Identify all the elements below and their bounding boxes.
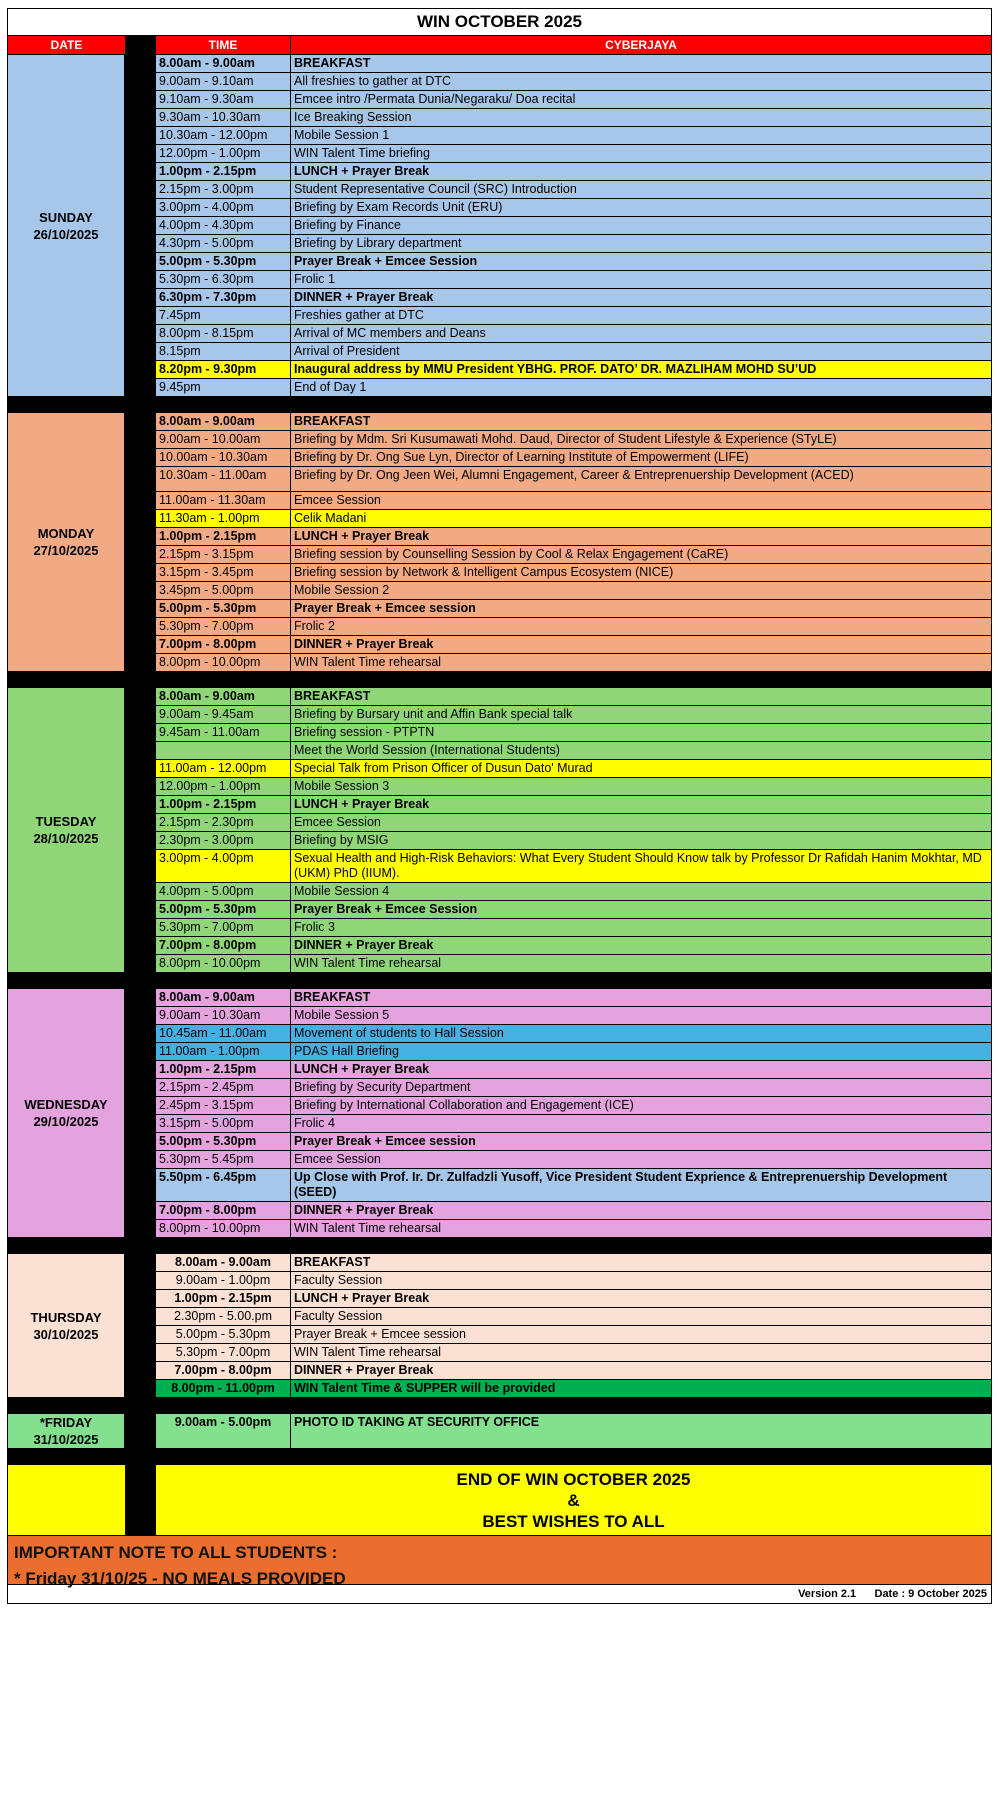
schedule-row [155, 814, 991, 832]
header-row [8, 36, 991, 55]
schedule-row [155, 1380, 991, 1397]
schedule-row [155, 1272, 991, 1290]
row-activity: Mobile Session 3 [294, 779, 390, 793]
row-time: 7.00pm - 8.00pm [155, 937, 291, 954]
row-activity: Freshies gather at DTC [294, 308, 424, 322]
schedule-row [155, 1220, 991, 1237]
row-activity: Emcee Session [294, 493, 381, 507]
day-blocks [8, 55, 991, 1465]
day-gap [125, 1414, 155, 1448]
end-line-2: & [567, 1491, 580, 1510]
row-activity: Briefing by MSIG [294, 833, 389, 847]
day-gap [125, 688, 155, 972]
schedule-row [155, 919, 991, 937]
version-date: Date : 9 October 2025 [874, 1588, 987, 1600]
important-note [8, 1535, 991, 1588]
header-venue: CYBERJAYA [605, 38, 677, 52]
row-time: 8.00pm - 10.00pm [155, 654, 291, 671]
schedule-row [155, 325, 991, 343]
schedule-row [155, 1097, 991, 1115]
schedule-row [155, 832, 991, 850]
row-activity: PHOTO ID TAKING AT SECURITY OFFICE [294, 1415, 540, 1429]
row-activity: Up Close with Prof. Ir. Dr. Zulfadzli Yusoff, Vice President Student Exprience & Entreprenuership Development (SEED) [294, 1170, 948, 1199]
header-time: TIME [155, 36, 291, 54]
row-time: 7.00pm - 8.00pm [155, 636, 291, 653]
schedule-row [155, 109, 991, 127]
row-activity: Briefing by Mdm. Sri Kusumawati Mohd. Daud, Director of Student Lifestyle & Experience (STyLE) [294, 432, 837, 446]
row-time: 1.00pm - 2.15pm [155, 796, 291, 813]
row-activity: Faculty Session [294, 1309, 383, 1323]
row-activity: Frolic 1 [294, 272, 335, 286]
row-time: 9.00am - 10.00am [155, 431, 291, 448]
row-time: 9.00am - 5.00pm [155, 1414, 291, 1448]
day-gap [125, 1254, 155, 1397]
day-separator [8, 671, 991, 688]
schedule-title: WIN OCTOBER 2025 [8, 9, 991, 36]
row-time: 5.00pm - 5.30pm [155, 253, 291, 270]
schedule-row [155, 778, 991, 796]
row-time: 8.00am - 9.00am [155, 1254, 291, 1271]
day-date: 26/10/2025 [33, 226, 99, 242]
row-activity: Briefing session by Counselling Session by Cool & Relax Engagement (CaRE) [294, 547, 729, 561]
row-time: 9.00am - 9.10am [155, 73, 291, 90]
schedule-row [155, 1079, 991, 1097]
row-time: 10.30am - 11.00am [155, 467, 291, 491]
schedule-row [155, 724, 991, 742]
row-time: 3.45pm - 5.00pm [155, 582, 291, 599]
schedule-row [155, 796, 991, 814]
row-activity: Frolic 3 [294, 920, 335, 934]
day-name: MONDAY [37, 526, 95, 541]
schedule-row [155, 343, 991, 361]
row-activity: WIN Talent Time rehearsal [294, 655, 442, 669]
schedule-row [155, 73, 991, 91]
schedule-row [155, 1043, 991, 1061]
row-activity: Prayer Break + Emcee session [294, 1327, 466, 1341]
row-time: 10.00am - 10.30am [155, 449, 291, 466]
schedule-row [155, 449, 991, 467]
schedule-row [155, 582, 991, 600]
schedule-row [155, 742, 991, 760]
day-name: WEDNESDAY [24, 1097, 108, 1112]
schedule-row [155, 1362, 991, 1380]
schedule-row [155, 361, 991, 379]
row-time: 8.00pm - 11.00pm [155, 1380, 291, 1397]
schedule-row [155, 1414, 991, 1448]
row-activity: DINNER + Prayer Break [294, 637, 434, 651]
row-time: 8.00am - 9.00am [155, 989, 291, 1006]
row-time: 9.30am - 10.30am [155, 109, 291, 126]
day-date: 28/10/2025 [33, 831, 99, 846]
schedule-row [155, 618, 991, 636]
row-activity: Student Representative Council (SRC) Introduction [294, 182, 577, 196]
schedule-row [155, 271, 991, 289]
schedule-row [155, 163, 991, 181]
row-activity: BREAKFAST [294, 56, 371, 70]
day-name: TUESDAY [35, 814, 97, 829]
schedule-row [155, 127, 991, 145]
day-separator [8, 1397, 991, 1414]
schedule-row [155, 901, 991, 919]
row-activity: Emcee Session [294, 1152, 381, 1166]
row-time: 2.15pm - 2.45pm [155, 1079, 291, 1096]
day-rows [155, 688, 991, 972]
row-time: 9.00am - 9.45am [155, 706, 291, 723]
row-time: 5.50pm - 6.45pm [155, 1169, 291, 1201]
row-activity: Inaugural address by MMU President YBHG. PROF. DATO’ DR. MAZLIHAM MOHD SU’UD [294, 362, 817, 376]
row-activity: Celik Madani [294, 511, 367, 525]
schedule-row [155, 528, 991, 546]
row-time: 3.15pm - 5.00pm [155, 1115, 291, 1132]
row-time: 8.00pm - 10.00pm [155, 1220, 291, 1237]
row-activity: LUNCH + Prayer Break [294, 797, 430, 811]
row-activity: Briefing by Library department [294, 236, 462, 250]
row-time: 9.00am - 1.00pm [155, 1272, 291, 1289]
row-time: 9.00am - 10.30am [155, 1007, 291, 1024]
schedule-row [155, 1290, 991, 1308]
schedule-row [155, 1151, 991, 1169]
row-activity: WIN Talent Time & SUPPER will be provided [294, 1381, 556, 1395]
row-time: 12.00pm - 1.00pm [155, 778, 291, 795]
schedule-row [155, 1308, 991, 1326]
row-activity: Emcee Session [294, 815, 381, 829]
row-time: 8.00am - 9.00am [155, 55, 291, 72]
schedule-row [155, 654, 991, 671]
day-block [8, 413, 991, 671]
row-activity: DINNER + Prayer Break [294, 1203, 434, 1217]
row-activity: Prayer Break + Emcee Session [294, 254, 478, 268]
row-activity: All freshies to gather at DTC [294, 74, 452, 88]
schedule-row [155, 253, 991, 271]
row-activity: DINNER + Prayer Break [294, 938, 434, 952]
schedule-row [155, 1254, 991, 1272]
row-activity: Prayer Break + Emcee session [294, 601, 476, 615]
row-time: 1.00pm - 2.15pm [155, 528, 291, 545]
schedule-row [155, 989, 991, 1007]
row-activity: Ice Breaking Session [294, 110, 412, 124]
row-time: 2.15pm - 3.00pm [155, 181, 291, 198]
day-name: THURSDAY [30, 1309, 102, 1325]
row-activity: Meet the World Session (International Students) [294, 743, 560, 757]
end-line-3: BEST WISHES TO ALL [482, 1512, 665, 1531]
schedule-row [155, 760, 991, 778]
schedule-row [155, 413, 991, 431]
row-activity: DINNER + Prayer Break [294, 290, 434, 304]
schedule-row [155, 1344, 991, 1362]
row-time: 11.00am - 11.30am [155, 492, 291, 509]
row-time: 5.30pm - 7.00pm [155, 1344, 291, 1361]
schedule-sheet [7, 8, 992, 1604]
day-separator [8, 1237, 991, 1254]
row-activity: Mobile Session 5 [294, 1008, 390, 1022]
schedule-row [155, 492, 991, 510]
day-block [8, 1254, 991, 1397]
schedule-row [155, 883, 991, 901]
row-activity: LUNCH + Prayer Break [294, 164, 430, 178]
row-activity: End of Day 1 [294, 380, 367, 394]
row-activity: Briefing by Finance [294, 218, 402, 232]
end-gap [125, 1465, 155, 1535]
version-label: Version 2.1 [798, 1588, 857, 1600]
day-block [8, 1414, 991, 1448]
row-time: 6.30pm - 7.30pm [155, 289, 291, 306]
schedule-row [155, 91, 991, 109]
row-activity: Mobile Session 4 [294, 884, 390, 898]
row-activity: Arrival of President [294, 344, 400, 358]
row-activity: DINNER + Prayer Break [294, 1363, 434, 1377]
row-activity: Prayer Break + Emcee session [294, 1134, 476, 1148]
day-separator [8, 1448, 991, 1465]
header-gap [125, 36, 155, 54]
row-activity: Briefing by Dr. Ong Sue Lyn, Director of Learning Institute of Empowerment (LIFE) [294, 450, 749, 464]
schedule-row [155, 1025, 991, 1043]
row-time: 2.15pm - 2.30pm [155, 814, 291, 831]
row-time: 12.00pm - 1.00pm [155, 145, 291, 162]
end-line-1: END OF WIN OCTOBER 2025 [456, 1470, 691, 1489]
day-rows [155, 989, 991, 1237]
row-time: 10.45am - 11.00am [155, 1025, 291, 1042]
schedule-row [155, 145, 991, 163]
schedule-row [155, 467, 991, 492]
row-activity: LUNCH + Prayer Break [294, 1291, 430, 1305]
schedule-row [155, 955, 991, 972]
row-activity: LUNCH + Prayer Break [294, 1062, 430, 1076]
row-activity: BREAKFAST [294, 414, 371, 428]
row-time: 9.45am - 11.00am [155, 724, 291, 741]
row-activity: Briefing session - PTPTN [294, 725, 435, 739]
row-time: 8.20pm - 9.30pm [155, 361, 291, 378]
schedule-row [155, 706, 991, 724]
day-separator [8, 972, 991, 989]
row-activity: Faculty Session [294, 1273, 383, 1287]
end-message [155, 1465, 991, 1535]
schedule-row [155, 510, 991, 528]
schedule-row [155, 379, 991, 396]
row-activity: WIN Talent Time rehearsal [294, 1345, 442, 1359]
schedule-row [155, 1061, 991, 1079]
row-activity: PDAS Hall Briefing [294, 1044, 399, 1058]
row-time [155, 742, 291, 759]
day-rows [155, 413, 991, 671]
row-time: 4.00pm - 4.30pm [155, 217, 291, 234]
row-activity: Briefing by International Collaboration and Engagement (ICE) [294, 1098, 634, 1112]
row-time: 8.00pm - 8.15pm [155, 325, 291, 342]
end-block [8, 1465, 991, 1535]
row-time: 3.15pm - 3.45pm [155, 564, 291, 581]
schedule-row [155, 199, 991, 217]
schedule-row [155, 1115, 991, 1133]
row-time: 1.00pm - 2.15pm [155, 163, 291, 180]
row-time: 2.45pm - 3.15pm [155, 1097, 291, 1114]
day-block [8, 989, 991, 1237]
schedule-row [155, 1202, 991, 1220]
row-time: 11.00am - 12.00pm [155, 760, 291, 777]
row-activity: WIN Talent Time briefing [294, 146, 430, 160]
row-time: 1.00pm - 2.15pm [155, 1290, 291, 1307]
schedule-row [155, 636, 991, 654]
row-time: 8.00pm - 10.00pm [155, 955, 291, 972]
row-time: 4.00pm - 5.00pm [155, 883, 291, 900]
row-time: 1.00pm - 2.15pm [155, 1061, 291, 1078]
row-time: 3.00pm - 4.00pm [155, 199, 291, 216]
day-rows [155, 55, 991, 396]
row-time: 3.00pm - 4.00pm [155, 850, 291, 882]
row-activity: Briefing by Dr. Ong Jeen Wei, Alumni Engagement, Career & Entreprenuership Development (ACED) [294, 468, 854, 482]
day-date: 29/10/2025 [33, 1114, 99, 1129]
row-time: 9.10am - 9.30am [155, 91, 291, 108]
day-date-cell [8, 1254, 125, 1397]
row-time: 5.00pm - 5.30pm [155, 600, 291, 617]
row-time: 5.30pm - 6.30pm [155, 271, 291, 288]
day-separator [8, 396, 991, 413]
note-item: * Friday 31/10/25 - NO MEALS PROVIDED [14, 1569, 346, 1588]
row-activity: Sexual Health and High-Risk Behaviors: What Every Student Should Know talk by Professor Dr Rafidah Hanim Mokhtar, MD (UKM) PhD (IIUM). [294, 851, 982, 880]
row-activity: Briefing session by Network & Intelligent Campus Ecosystem (NICE) [294, 565, 674, 579]
row-time: 5.00pm - 5.30pm [155, 1133, 291, 1150]
day-date: 27/10/2025 [33, 543, 99, 558]
row-activity: WIN Talent Time rehearsal [294, 956, 442, 970]
day-date-cell [8, 55, 125, 396]
row-activity: Mobile Session 1 [294, 128, 390, 142]
row-time: 11.00am - 1.00pm [155, 1043, 291, 1060]
row-activity: Mobile Session 2 [294, 583, 390, 597]
day-name: *FRIDAY [39, 1415, 93, 1430]
schedule-row [155, 1169, 991, 1202]
schedule-row [155, 564, 991, 582]
schedule-row [155, 1007, 991, 1025]
row-time: 2.30pm - 5.00.pm [155, 1308, 291, 1325]
row-activity: Arrival of MC members and Deans [294, 326, 486, 340]
row-activity: BREAKFAST [294, 689, 371, 703]
day-rows [155, 1414, 991, 1448]
row-activity: BREAKFAST [294, 1255, 371, 1269]
day-date-cell [8, 989, 125, 1237]
row-time: 5.30pm - 7.00pm [155, 919, 291, 936]
row-time: 5.30pm - 7.00pm [155, 618, 291, 635]
row-activity: Frolic 4 [294, 1116, 335, 1130]
row-activity: LUNCH + Prayer Break [294, 529, 430, 543]
row-activity: Briefing by Exam Records Unit (ERU) [294, 200, 503, 214]
row-time: 7.00pm - 8.00pm [155, 1202, 291, 1219]
row-time: 4.30pm - 5.00pm [155, 235, 291, 252]
day-date: 31/10/2025 [33, 1432, 99, 1447]
day-date-cell [8, 1414, 125, 1448]
day-rows [155, 1254, 991, 1397]
schedule-row [155, 289, 991, 307]
day-name: SUNDAY [39, 209, 93, 225]
schedule-row [155, 937, 991, 955]
row-time: 8.00am - 9.00am [155, 413, 291, 430]
row-time: 2.30pm - 3.00pm [155, 832, 291, 849]
day-date: 30/10/2025 [33, 1326, 99, 1342]
row-activity: Movement of students to Hall Session [294, 1026, 504, 1040]
row-time: 8.00am - 9.00am [155, 688, 291, 705]
row-activity: Briefing by Security Department [294, 1080, 471, 1094]
schedule-row [155, 55, 991, 73]
schedule-row [155, 235, 991, 253]
row-activity: Briefing by Bursary unit and Affin Bank special talk [294, 707, 573, 721]
row-time: 9.45pm [155, 379, 291, 396]
schedule-row [155, 688, 991, 706]
day-date-cell [8, 688, 125, 972]
row-time: 5.30pm - 5.45pm [155, 1151, 291, 1168]
header-date: DATE [50, 38, 83, 52]
day-block [8, 688, 991, 972]
schedule-row [155, 431, 991, 449]
schedule-row [155, 1326, 991, 1344]
row-time: 5.00pm - 5.30pm [155, 1326, 291, 1343]
row-activity: Special Talk from Prison Officer of Dusun Dato' Murad [294, 761, 593, 775]
row-time: 11.30am - 1.00pm [155, 510, 291, 527]
day-block [8, 55, 991, 396]
day-date-cell [8, 413, 125, 671]
schedule-row [155, 1133, 991, 1151]
schedule-row [155, 217, 991, 235]
row-activity: Emcee intro /Permata Dunia/Negaraku/ Doa recital [294, 92, 576, 106]
row-activity: BREAKFAST [294, 990, 371, 1004]
day-gap [125, 989, 155, 1237]
row-time: 8.15pm [155, 343, 291, 360]
schedule-row [155, 850, 991, 883]
schedule-row [155, 181, 991, 199]
row-time: 5.00pm - 5.30pm [155, 901, 291, 918]
note-heading: IMPORTANT NOTE TO ALL STUDENTS : [14, 1543, 338, 1562]
schedule-row [155, 546, 991, 564]
schedule-row [155, 307, 991, 325]
schedule-row [155, 600, 991, 618]
end-date-cell [8, 1465, 125, 1535]
row-time: 2.15pm - 3.15pm [155, 546, 291, 563]
row-activity: WIN Talent Time rehearsal [294, 1221, 442, 1235]
row-time: 10.30am - 12.00pm [155, 127, 291, 144]
day-gap [125, 55, 155, 396]
row-activity: Frolic 2 [294, 619, 335, 633]
row-activity: Prayer Break + Emcee Session [294, 902, 478, 916]
row-time: 7.45pm [155, 307, 291, 324]
row-time: 7.00pm - 8.00pm [155, 1362, 291, 1379]
day-gap [125, 413, 155, 671]
